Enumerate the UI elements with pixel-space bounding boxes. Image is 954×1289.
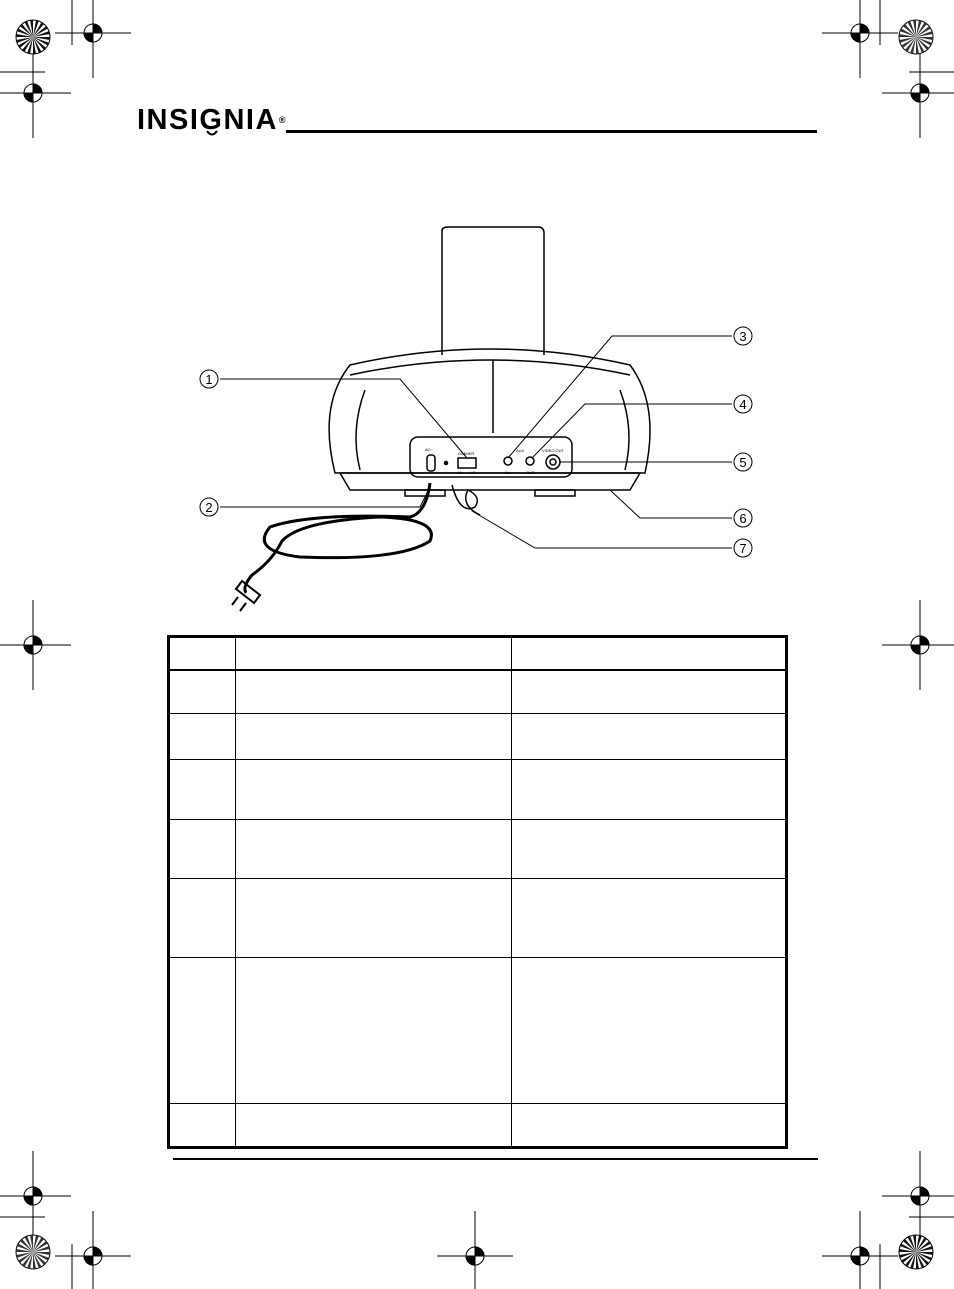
callout-2: 2: [205, 500, 213, 515]
callout-6: 6: [739, 511, 747, 526]
table-row: [169, 820, 787, 879]
aux-out-jack: [526, 457, 534, 465]
table-cell: [236, 714, 512, 760]
table-cell: [512, 879, 787, 958]
speaker-body: [329, 349, 650, 473]
table-cell: [169, 820, 236, 879]
starburst-mark-icon: [16, 20, 50, 54]
aux-in-jack: [504, 457, 512, 465]
registration-target-icon: [882, 600, 954, 690]
header-rule: [286, 130, 817, 133]
label-aux-in: IN: [505, 470, 509, 475]
label-dimmer-hi: HI: [458, 470, 462, 475]
callout-1: 1: [205, 372, 213, 387]
table-row: [169, 714, 787, 760]
table-row: [169, 1104, 787, 1148]
table-header-cell: [169, 637, 236, 670]
power-plug: [236, 581, 260, 603]
power-cord: [245, 483, 432, 593]
registration-target-icon: [882, 48, 954, 138]
brand-name: INSIGNIA: [137, 104, 278, 136]
table-cell: [512, 958, 787, 1104]
video-out-jack: [546, 455, 560, 469]
footer-rule: [173, 1158, 818, 1160]
dimmer-switch: [458, 458, 476, 468]
registration-target-icon: [55, 0, 131, 78]
reset-button: [445, 462, 448, 465]
registration-target-icon: [822, 0, 898, 78]
registration-target-icon: [882, 1151, 954, 1241]
callout-4: 4: [739, 397, 747, 412]
table-cell: [169, 879, 236, 958]
table-cell: [512, 820, 787, 879]
speaker-base: [340, 473, 640, 490]
table-cell: [512, 760, 787, 820]
table-header-row: [169, 637, 787, 670]
components-table: [167, 635, 788, 1149]
starburst-mark-icon: [16, 1235, 50, 1269]
logo-swoosh-icon: [206, 130, 218, 138]
registration-target-icon: [55, 1211, 131, 1289]
dock-handle: [442, 227, 544, 355]
table-cell: [236, 670, 512, 714]
table-cell: [236, 760, 512, 820]
starburst-mark-icon: [899, 20, 933, 54]
starburst-mark-icon: [899, 1235, 933, 1269]
table-cell: [169, 714, 236, 760]
table-cell: [236, 958, 512, 1104]
callout-3: 3: [739, 329, 747, 344]
table-cell: [236, 1104, 512, 1148]
table-row: [169, 760, 787, 820]
table-cell: [512, 1104, 787, 1148]
table-header-cell: [236, 637, 512, 670]
table-cell: [169, 1104, 236, 1148]
label-dimmer: DIMMER: [458, 451, 475, 456]
table-cell: [512, 670, 787, 714]
table-row: [169, 879, 787, 958]
table-row: [169, 958, 787, 1104]
registration-target-icon: [0, 1151, 71, 1241]
table-cell: [236, 879, 512, 958]
ac-inlet: [427, 455, 435, 471]
table-cell: [236, 820, 512, 879]
table-cell: [512, 714, 787, 760]
table-cell: [169, 670, 236, 714]
callout-5: 5: [739, 455, 747, 470]
registration-target-icon: [437, 1211, 513, 1289]
device-back-illustration: [190, 215, 770, 615]
table-cell: [169, 760, 236, 820]
callout-7: 7: [739, 541, 747, 556]
table-header-cell: [512, 637, 787, 670]
trademark-symbol: ®: [278, 115, 288, 125]
label-aux: AUX: [516, 448, 525, 453]
label-dimmer-lo: LO: [470, 470, 476, 475]
label-ac: AC~: [425, 447, 433, 452]
label-aux-out: OUT: [526, 470, 535, 475]
label-video-out: VIDEO OUT: [542, 448, 565, 453]
registration-target-icon: [0, 48, 71, 138]
registration-target-icon: [0, 600, 71, 690]
registration-target-icon: [822, 1211, 898, 1289]
table-row: [169, 670, 787, 714]
table-cell: [169, 958, 236, 1104]
